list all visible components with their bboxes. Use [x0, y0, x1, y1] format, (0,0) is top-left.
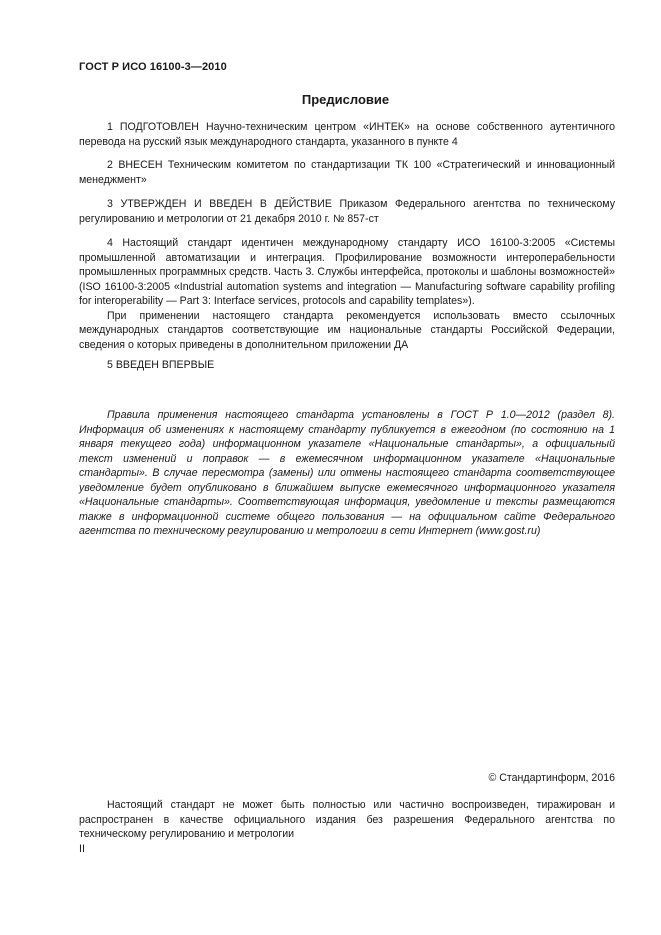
copyright: © Стандартинформ, 2016 — [488, 772, 615, 784]
page-title — [0, 92, 661, 107]
reproduction-notice-text: Настоящий стандарт не может быть полностью или частично воспроизведен, тиражирован и распространен в качестве официального издания без разрешения Федерального агентства по техническому регулированию и метрологии — [79, 799, 615, 840]
preface-item-1-text: 1 ПОДГОТОВЛЕН Научно-техническим центром «ИНТЕК» на основе собственного аутентичного перевода на русский язык международного стандарта, указанного в пункте 4 — [79, 121, 615, 148]
preface-item-2 — [79, 158, 615, 187]
reproduction-notice — [79, 798, 615, 842]
preface-item-4 — [79, 236, 615, 352]
standard-header: ГОСТ Р ИСО 16100-3—2010 — [79, 61, 227, 73]
preface-item-4-note: При применении настоящего стандарта рекомендуется использовать вместо ссылочных международных стандартов соответствующие им национальные стандарты Российской Федерации, сведения о которых приведены в дополнительном приложении ДА — [79, 309, 615, 351]
preface-item-4-text: 4 Настоящий стандарт идентичен международному стандарту ИСО 16100-3:2005 «Системы промышленной автоматизации и интеграция. Профилирование возможности интероперабельности промышленных программных средств. Часть 3. Службы интерфейса, протоколы и шаблоны возможностей» (ISO 16100-3:2005 «Industrial automation systems and integration — Manufacturing software capability profiling for interoperability — Part 3: Interface services, protocols and capability templates»). — [79, 237, 615, 307]
preface-item-3 — [79, 197, 615, 226]
preface-item-1 — [79, 120, 615, 149]
preface-item-2-text: 2 ВНЕСЕН Техническим комитетом по стандартизации ТК 100 «Стратегический и инновационный менеджмент» — [79, 159, 615, 186]
preface-item-5 — [79, 358, 615, 373]
rules-note-text: Правила применения настоящего стандарта установлены в ГОСТ Р 1.0—2012 (раздел 8). Информация об изменениях к настоящему стандарту публикуется в ежегодном (по состоянию на 1 января текущего года) информационном указателе «Национальные стандарты», а официальный текст изменений и поправок — в ежемесячном информационном указателе «Национальные стандарты». В случае пересмотра (замены) или отмены настоящего стандарта соответствующее уведомление будет опубликовано в ближайшем выпуске ежемесячного информационного указателя «Национальные стандарты». Соответствующая информация, уведомление и тексты размещаются также в информационной системе общего пользования — на официальном сайте Федерального агентства по техническому регулированию и метрологии в сети Интернет (www.gost.ru) — [79, 409, 615, 537]
preface-item-5-text: 5 ВВЕДЕН ВПЕРВЫЕ — [107, 359, 215, 371]
title-text: Предисловие — [301, 92, 390, 107]
rules-note — [79, 408, 615, 539]
page-number: II — [79, 843, 85, 855]
preface-item-3-text: 3 УТВЕРЖДЕН И ВВЕДЕН В ДЕЙСТВИЕ Приказом Федерального агентства по техническому регулированию и метрологии от 21 декабря 2010 г. № 857-ст — [79, 198, 615, 225]
